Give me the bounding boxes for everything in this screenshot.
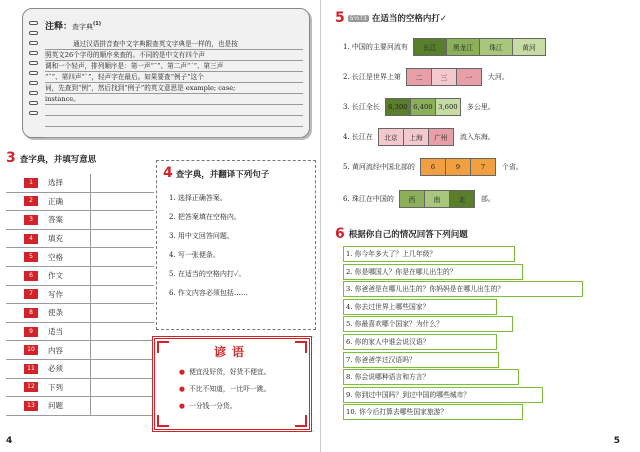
track-tag: 5½T3 bbox=[349, 14, 367, 22]
note-line bbox=[45, 116, 303, 127]
note-line: 照英文26个字母的顺序来查的。不同的是中文有四个声 bbox=[45, 50, 303, 61]
answer-blank[interactable] bbox=[90, 341, 154, 359]
dict-number: 10 bbox=[24, 345, 38, 355]
dict-row bbox=[6, 286, 154, 305]
dict-word: 下列 bbox=[48, 382, 63, 392]
fill-question bbox=[343, 68, 509, 86]
translation-item: 2. 把答案填在空格内。 bbox=[169, 213, 241, 221]
dict-row bbox=[6, 304, 154, 323]
answer-blank[interactable] bbox=[90, 267, 154, 285]
option-cell[interactable]: 6,400 bbox=[410, 98, 436, 116]
dict-number: 2 bbox=[24, 196, 38, 206]
note-line: “ˇ”、第四声“ˋ”，轻声字在最后。如果要查“例子”这个 bbox=[45, 72, 303, 83]
question-suffix: 部。 bbox=[480, 195, 495, 203]
dict-word: 作文 bbox=[48, 271, 63, 281]
dict-row bbox=[6, 174, 154, 193]
dict-word: 正确 bbox=[48, 196, 63, 206]
option-cell[interactable]: 西 bbox=[399, 190, 425, 208]
dict-word: 使条 bbox=[48, 308, 63, 318]
fill-question bbox=[343, 190, 495, 208]
option-cell[interactable]: 三 bbox=[431, 68, 457, 86]
dict-number: 13 bbox=[24, 401, 38, 411]
dict-word: 空格 bbox=[48, 252, 63, 262]
answer-blank[interactable] bbox=[90, 360, 154, 378]
question-text: 1. 中国的主要河流有 bbox=[343, 43, 408, 51]
dict-number: 4 bbox=[24, 234, 38, 244]
translation-item: 6. 作文内容必须包括…… bbox=[169, 289, 248, 297]
answer-prompt[interactable]: 6. 你的家人中谁会说汉语？ bbox=[343, 334, 497, 350]
translation-item: 4. 写一张便条。 bbox=[169, 251, 220, 259]
answer-prompt[interactable]: 3. 你爸爸是在哪儿出生的？你妈妈是在哪儿出生的？ bbox=[343, 281, 583, 297]
dict-number: 5 bbox=[24, 252, 38, 262]
section-4-header: 4 查字典，并翻译下列句子 bbox=[163, 165, 270, 181]
section-3-header: 3 查字典，并填写意思 bbox=[6, 150, 97, 166]
question-text: 6. 珠江在中国的 bbox=[343, 195, 394, 203]
answer-blank[interactable] bbox=[90, 397, 154, 415]
dict-word: 适当 bbox=[48, 327, 63, 337]
answer-blank[interactable] bbox=[90, 286, 154, 304]
dict-number: 9 bbox=[24, 327, 38, 337]
translation-item: 5. 在适当的空格内打✓。 bbox=[169, 270, 246, 278]
option-cell[interactable]: 北京 bbox=[378, 128, 404, 146]
dictionary-list bbox=[6, 174, 154, 416]
proverb-item: ● 不比不知道，一比吓一跳。 bbox=[179, 385, 271, 393]
note-line bbox=[45, 105, 303, 116]
fill-question bbox=[343, 128, 495, 146]
dict-word: 内容 bbox=[48, 345, 63, 355]
note-card bbox=[22, 8, 310, 138]
dict-number: 1 bbox=[24, 178, 38, 188]
answer-prompt[interactable]: 9. 你到过中国吗？到过中国的哪些城市？ bbox=[343, 387, 543, 403]
answer-prompt[interactable]: 10. 你今后打算去哪些国家旅游？ bbox=[343, 404, 523, 420]
dict-word: 写作 bbox=[48, 289, 63, 299]
dict-number: 12 bbox=[24, 382, 38, 392]
dict-row bbox=[6, 267, 154, 286]
proverb-item: ● 一分钱一分货。 bbox=[179, 402, 237, 410]
note-line bbox=[45, 127, 303, 138]
answer-blank[interactable] bbox=[90, 193, 154, 211]
dict-row bbox=[6, 230, 154, 249]
question-suffix: 大河。 bbox=[487, 73, 509, 81]
answer-prompt[interactable]: 7. 你爸爸学过汉语吗？ bbox=[343, 352, 499, 368]
translation-list bbox=[169, 193, 248, 307]
note-line: instance。 bbox=[45, 94, 303, 105]
option-cell[interactable]: 南 bbox=[424, 190, 450, 208]
dict-number: 6 bbox=[24, 271, 38, 281]
dict-word: 必须 bbox=[48, 364, 63, 374]
answer-blank[interactable] bbox=[90, 323, 154, 341]
dict-number: 3 bbox=[24, 215, 38, 225]
option-cell[interactable]: 9 bbox=[445, 158, 471, 176]
answer-blank[interactable] bbox=[90, 304, 154, 322]
proverb-item: ● 便宜没好货，好货不便宜。 bbox=[179, 368, 271, 376]
proverb-box bbox=[152, 336, 312, 432]
answer-blank[interactable] bbox=[90, 248, 154, 266]
note-line: 通过汉语拼音查中文字典跟查英文字典是一样的，也是按 bbox=[45, 39, 303, 50]
question-text: 2. 长江是世界上第 bbox=[343, 73, 401, 81]
option-cell[interactable]: 3,600 bbox=[435, 98, 461, 116]
option-cell[interactable]: 二 bbox=[406, 68, 432, 86]
answer-prompt[interactable]: 2. 你是哪国人？你是在哪儿出生的？ bbox=[343, 264, 523, 280]
dict-row bbox=[6, 211, 154, 230]
dict-number: 11 bbox=[24, 364, 38, 374]
fill-question bbox=[343, 38, 552, 56]
fill-question bbox=[343, 158, 523, 176]
dict-row bbox=[6, 360, 154, 379]
answer-prompt[interactable]: 8. 你会说哪种语言和方言？ bbox=[343, 369, 519, 385]
page-number: 4 bbox=[6, 436, 13, 446]
option-cell[interactable]: 北 bbox=[449, 190, 475, 208]
question-text: 4. 长江在 bbox=[343, 133, 373, 141]
option-cell[interactable]: 上海 bbox=[403, 128, 429, 146]
option-cell[interactable]: 6 bbox=[420, 158, 446, 176]
binder-rings bbox=[29, 21, 41, 121]
option-cell[interactable]: 长江 bbox=[413, 38, 447, 56]
question-text: 3. 长江全长 bbox=[343, 103, 380, 111]
answer-prompt[interactable]: 1. 你今年多大了？上几年级？ bbox=[343, 246, 515, 262]
dict-row bbox=[6, 341, 154, 360]
page-number: 5 bbox=[613, 436, 620, 446]
dict-word: 选择 bbox=[48, 178, 63, 188]
answer-prompt[interactable]: 4. 你去过世界上哪些国家？ bbox=[343, 299, 497, 315]
dict-number: 7 bbox=[24, 289, 38, 299]
dict-row bbox=[6, 323, 154, 342]
answer-blank[interactable] bbox=[90, 211, 154, 229]
question-suffix: 多公里。 bbox=[466, 103, 495, 111]
proverb-title: 谚语 bbox=[213, 345, 250, 359]
question-suffix: 个省。 bbox=[501, 163, 523, 171]
dict-row bbox=[6, 379, 154, 398]
note-line: 调和一个轻声，排列顺序是：第一声“ˉ”、第二声“ˊ”、第三声 bbox=[45, 61, 303, 72]
answer-prompt[interactable]: 5. 你最喜欢哪个国家？为什么？ bbox=[343, 316, 513, 332]
dict-number: 8 bbox=[24, 308, 38, 318]
right-page bbox=[320, 0, 640, 452]
note-line: 词，先查到“例”，然后找到“例子”的英文意思是 example; case; bbox=[45, 83, 303, 94]
answer-blank[interactable] bbox=[90, 379, 154, 397]
option-cell[interactable]: 黑龙江 bbox=[446, 38, 480, 56]
answer-blank[interactable] bbox=[90, 174, 154, 192]
translation-item: 3. 用中文回答问题。 bbox=[169, 232, 234, 240]
translation-item: 1. 选择正确答案。 bbox=[169, 194, 227, 202]
answer-blank[interactable] bbox=[90, 230, 154, 248]
question-text: 5. 黄河流经中国北部的 bbox=[343, 163, 415, 171]
section-4-box bbox=[156, 160, 316, 330]
dict-row bbox=[6, 193, 154, 212]
option-cell[interactable]: 一 bbox=[456, 68, 482, 86]
section-6-header: 6 根据你自己的情况回答下列问题 bbox=[335, 226, 468, 242]
option-cell[interactable]: 6,300 bbox=[385, 98, 411, 116]
dict-word: 填充 bbox=[48, 234, 63, 244]
note-lines bbox=[45, 39, 303, 138]
dict-word: 问题 bbox=[48, 401, 63, 411]
option-cell[interactable]: 广州 bbox=[428, 128, 454, 146]
dict-row bbox=[6, 248, 154, 267]
option-cell[interactable]: 7 bbox=[470, 158, 496, 176]
option-cell[interactable]: 珠江 bbox=[479, 38, 513, 56]
dict-word: 答案 bbox=[48, 215, 63, 225]
section-5-header: 5 5½T3 在适当的空格内打✓ bbox=[335, 10, 447, 26]
fill-question bbox=[343, 98, 495, 116]
option-cell[interactable]: 黄河 bbox=[512, 38, 546, 56]
question-suffix: 流入东海。 bbox=[459, 133, 495, 141]
dict-row bbox=[6, 397, 154, 416]
note-title: 注释：查字典$^{(1)}$ bbox=[45, 21, 102, 32]
